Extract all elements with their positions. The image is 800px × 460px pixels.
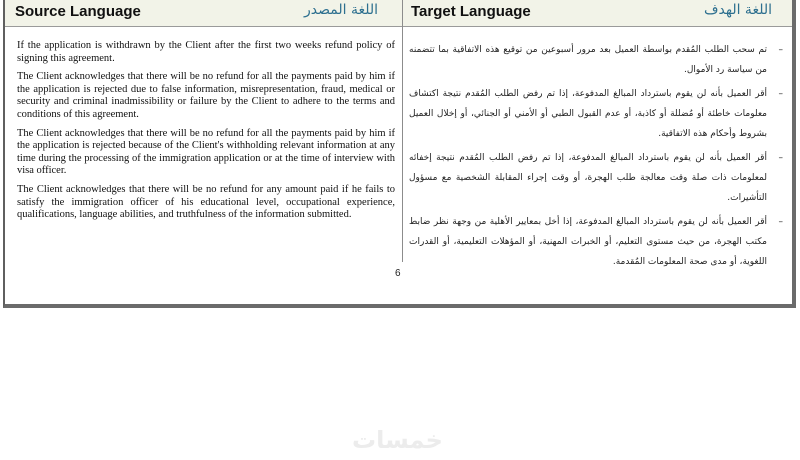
source-paragraph: The Client acknowledges that there will be no refund for any amount paid if he fails to satisfy the immigration officer of his educational level, occupational experience, qualifications, language abilities, and truthfulness of the information submitted.: [17, 183, 395, 221]
target-list-item: [409, 40, 785, 80]
target-language-title: Target Language: [411, 3, 531, 20]
bullet-dash-icon: –: [778, 217, 783, 227]
bullet-dash-icon: –: [778, 153, 783, 163]
source-text-column: [17, 40, 395, 228]
watermark-logo: خمسات: [352, 426, 443, 454]
source-paragraph: The Client acknowledges that there will be no refund for all the payments paid by him if the application is rejected because of the Client's withholding relevant information at any time during the processing of the immigration application or at the time of interview with visa officer.: [17, 127, 395, 177]
source-language-title: Source Language: [15, 3, 141, 20]
target-paragraph: أقر العميل بأنه لن يقوم باسترداد المبالغ المدفوعة، إذا أخل بمعايير الأهلية من وجهة نظر ضابط مكتب الهجرة، من حيث مستوى التعليم، أو الخبرات المهنية، أو المؤهلات التعليمية، أو القدرات اللغوية، أو مدى صحة المعلومات المُقدمة.: [409, 217, 767, 267]
source-paragraph: The Client acknowledges that there will be no refund for all the payments paid by him if the application is rejected due to false information, misrepresentation, fraud, medical or security and criminal inadmissibility or failure by the Client to adhere to the terms and conditions of this agreement.: [17, 71, 395, 120]
target-list-item: [409, 148, 785, 208]
bullet-dash-icon: –: [778, 89, 783, 99]
table-header: [5, 0, 792, 27]
target-list-item: [409, 84, 785, 144]
target-list-item: [409, 212, 785, 272]
target-paragraph: أقر العميل بأنه لن يقوم باسترداد المبالغ المدفوعة، إذا تم رفض الطلب المُقدم نتيجة اكتشاف معلومات خاطئة أو مُضللة أو كاذبة، أو عدم القبول الطبي أو الأمني أو الجنائي، أو إخلال العميل بشروط وأحكام هذه الاتفاقية.: [409, 89, 767, 139]
target-text-column: [409, 40, 785, 276]
source-language-title-arabic: اللغة المصدر: [304, 2, 378, 18]
source-language-header: [5, 0, 403, 26]
page-number: 6: [395, 268, 401, 279]
document-page: [3, 0, 796, 308]
target-language-title-arabic: اللغة الهدف: [704, 2, 772, 18]
column-divider: [402, 26, 403, 262]
source-paragraph: If the application is withdrawn by the Client after the first two weeks refund policy of signing this agreement.: [17, 40, 395, 64]
target-language-header: [403, 0, 792, 26]
bullet-dash-icon: –: [778, 45, 783, 55]
target-paragraph: أقر العميل بأنه لن يقوم باسترداد المبالغ المدفوعة، إذا تم رفض الطلب المُقدم نتيجة إخفائه لمعلومات ذات صلة وقت معالجة طلب الهجرة، أو وقت إجراء المقابلة الشخصية مع مسؤول التأشيرات.: [409, 153, 767, 203]
target-paragraph: تم سحب الطلب المُقدم بواسطة العميل بعد مرور أسبوعين من توقيع هذه الاتفاقية بما تتضمنه من سياسة رد الأموال.: [409, 45, 767, 75]
